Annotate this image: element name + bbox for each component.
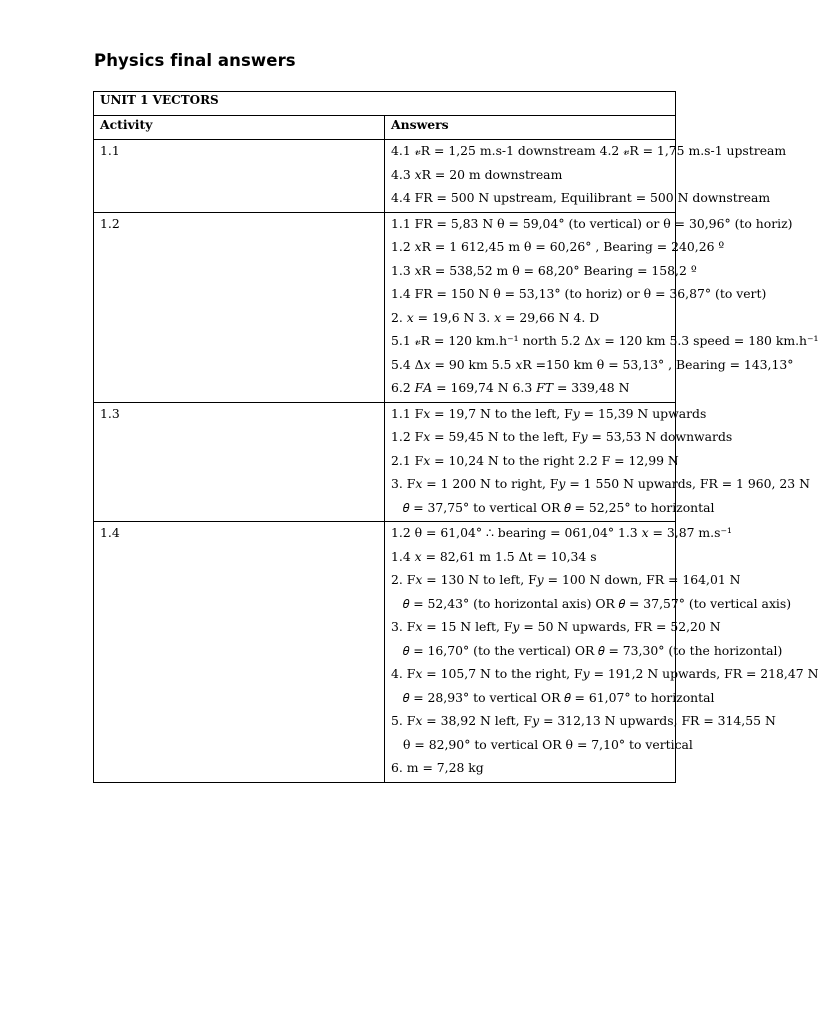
activity-cell — [94, 212, 385, 402]
answer-line: 𝜃 = 52,43° (to horizontal axis) OR 𝜃 = 37,57° (to vertical axis) — [403, 595, 792, 611]
unit-heading: UNIT 1 VECTORS — [94, 92, 676, 116]
answer-line: 4.4 FR = 500 N upstream, Equilibrant = 500 N downstream — [391, 190, 771, 205]
answer-line: 1.2 F𝑥 = 59,45 N to the left, F𝑦 = 53,53 N downwards — [391, 429, 733, 444]
answers-cell — [385, 212, 819, 402]
answer-line: 2.1 F𝑥 = 10,24 N to the right 2.2 F = 12,99 N — [391, 452, 679, 468]
answer-line: 1.1 F𝑥 = 19,7 N to the left, F𝑦 = 15,39 N upwards — [391, 405, 707, 421]
answer-line: 1.4 𝑥 = 82,61 m 1.5 Δt = 10,34 s — [391, 548, 597, 564]
activity-row — [94, 212, 676, 402]
answer-line: 4.1 𝓋R = 1,25 m.s-1 downstream 4.2 𝓋R = 1,75 m.s-1 upstream — [391, 143, 787, 158]
answer-line: 4.3 𝑥R = 20 m downstream — [391, 166, 563, 182]
answer-line: 1.4 FR = 150 N θ = 53,13° (to horiz) or θ = 36,87° (to vert) — [391, 286, 767, 301]
answer-line: 1.1 FR = 5,83 N θ = 59,04° (to vertical) or θ = 30,96° (to horiz) — [391, 215, 793, 231]
answer-line: 1.3 𝑥R = 538,52 m θ = 68,20° Bearing = 158,2 º — [391, 262, 697, 278]
answer-line: 5.4 Δ𝑥 = 90 km 5.5 𝑥R =150 km θ = 53,13° , Bearing = 143,13° — [391, 356, 794, 372]
column-header-answers: Answers — [385, 116, 676, 140]
answer-line: 3. F𝑥 = 1 200 N to right, F𝑦 = 1 550 N upwards, FR = 1 960, 23 N — [391, 476, 810, 491]
activity-cell — [94, 522, 385, 783]
activity-row — [94, 402, 676, 522]
unit-heading-row — [94, 92, 676, 116]
answer-line: 5.1 𝓋R = 120 km.h⁻¹ north 5.2 Δ𝑥 = 120 km 5.3 speed = 180 km.h⁻¹ — [391, 333, 819, 348]
answers-table — [93, 91, 819, 783]
answers-cell — [385, 402, 810, 522]
answers-cell — [385, 140, 787, 213]
activity-cell — [94, 140, 385, 213]
answer-line: 6. m = 7,28 kg — [391, 760, 484, 775]
answer-line: 1.2 θ = 61,04° ∴ bearing = 061,04° 1.3 𝑥 = 3,87 m.s⁻¹ — [391, 525, 732, 540]
answer-line: 1.2 𝑥R = 1 612,45 m θ = 60,26° , Bearing = 240,26 º — [391, 239, 725, 254]
column-header-row — [94, 116, 676, 140]
activity-number: 1.1 — [100, 143, 120, 158]
activity-number: 1.3 — [100, 405, 120, 421]
answer-line: 2. 𝑥 = 19,6 N 3. 𝑥 = 29,66 N 4. D — [391, 309, 600, 325]
activity-row — [94, 140, 676, 213]
activity-number: 1.4 — [100, 525, 120, 540]
activity-row — [94, 522, 676, 783]
answer-line: 5. F𝑥 = 38,92 N left, F𝑦 = 312,13 N upwards, FR = 314,55 N — [391, 713, 776, 728]
activity-cell — [94, 402, 385, 522]
answer-line: 𝜃 = 16,70° (to the vertical) OR 𝜃 = 73,30° (to the horizontal) — [403, 642, 783, 658]
answer-line: 6.2 𝐹𝐴 = 169,74 N 6.3 𝐹𝑇 = 339,48 N — [391, 380, 630, 395]
answer-line: 2. F𝑥 = 130 N to left, F𝑦 = 100 N down, FR = 164,01 N — [391, 572, 741, 587]
answer-line: θ = 82,90° to vertical OR θ = 7,10° to vertical — [403, 736, 693, 752]
answers-cell — [385, 522, 819, 783]
answer-line: 4. F𝑥 = 105,7 N to the right, F𝑦 = 191,2 N upwards, FR = 218,47 N — [391, 666, 819, 681]
answer-line: 𝜃 = 28,93° to vertical OR 𝜃 = 61,07° to horizontal — [403, 689, 715, 705]
page-title: Physics final answers — [94, 51, 296, 70]
activity-number: 1.2 — [100, 215, 120, 231]
answer-line: 𝜃 = 37,75° to vertical OR 𝜃 = 52,25° to horizontal — [403, 499, 715, 515]
answer-line: 3. F𝑥 = 15 N left, F𝑦 = 50 N upwards, FR = 52,20 N — [391, 619, 721, 634]
column-header-activity: Activity — [94, 116, 385, 140]
